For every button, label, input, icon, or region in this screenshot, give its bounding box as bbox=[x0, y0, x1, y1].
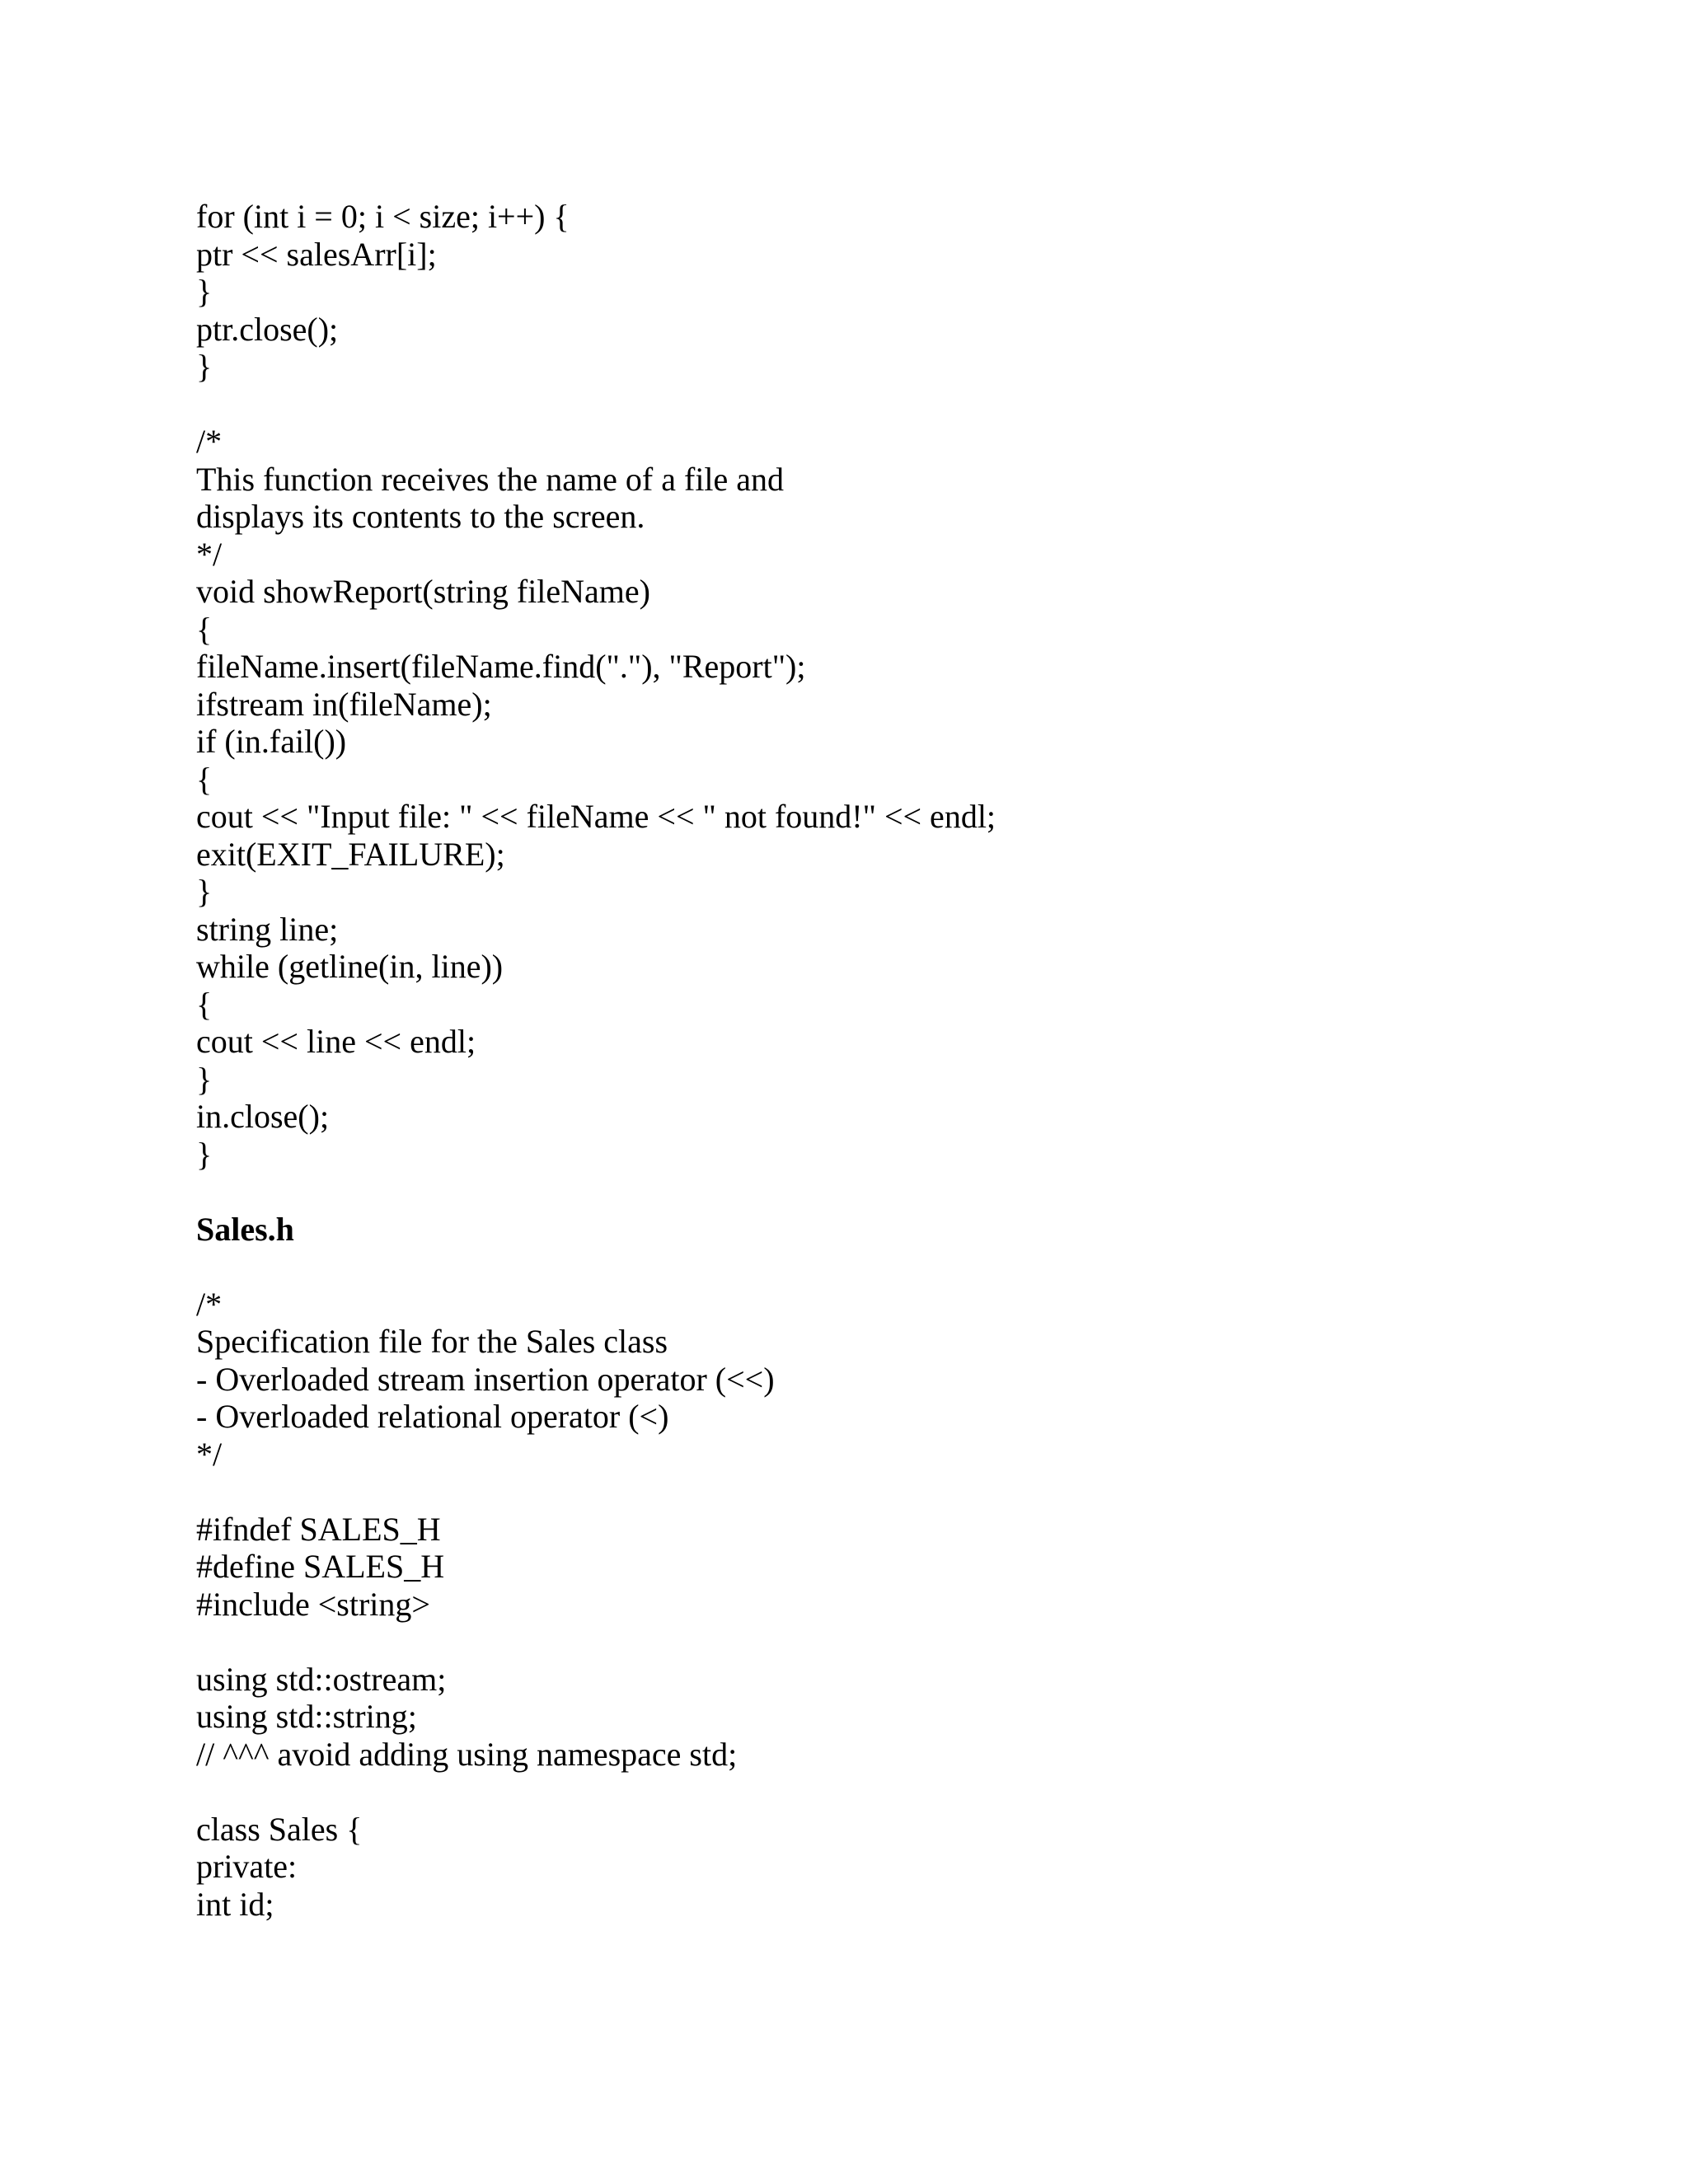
code-line: { bbox=[196, 760, 213, 798]
code-line: Specification file for the Sales class bbox=[196, 1323, 668, 1360]
blank-line bbox=[196, 1173, 1515, 1211]
blank-line bbox=[196, 386, 1515, 424]
blank-line bbox=[196, 1773, 1515, 1811]
code-line: - Overloaded stream insertion operator (<<) bbox=[196, 1360, 775, 1398]
code-line: } bbox=[196, 1135, 213, 1173]
code-line: cout << "Input file: " << fileName << " not found!" << endl; bbox=[196, 798, 996, 835]
code-line: } bbox=[196, 1060, 213, 1098]
code-line: void showReport(string fileName) bbox=[196, 573, 650, 610]
code-line: { bbox=[196, 610, 213, 648]
code-line: using std::ostream; bbox=[196, 1660, 447, 1698]
code-line: class Sales { bbox=[196, 1810, 363, 1848]
code-block-include-guard bbox=[196, 1511, 1515, 1624]
code-line: #define SALES_H bbox=[196, 1548, 445, 1585]
blank-line bbox=[196, 1623, 1515, 1661]
code-line: private: bbox=[196, 1848, 298, 1885]
code-line: } bbox=[196, 348, 213, 385]
blank-line bbox=[196, 1473, 1515, 1511]
code-block-spec-comment bbox=[196, 1286, 1515, 1474]
code-line: exit(EXIT_FAILURE); bbox=[196, 835, 505, 873]
code-line: { bbox=[196, 985, 213, 1023]
code-line: ifstream in(fileName); bbox=[196, 685, 492, 723]
code-line: /* bbox=[196, 423, 223, 460]
code-block-loop-end bbox=[196, 198, 1515, 386]
code-line: int id; bbox=[196, 1885, 274, 1923]
code-line: - Overloaded relational operator (<) bbox=[196, 1398, 669, 1435]
code-line: */ bbox=[196, 1435, 223, 1473]
code-line: cout << line << endl; bbox=[196, 1023, 476, 1060]
code-line: string line; bbox=[196, 910, 339, 948]
blank-line bbox=[196, 1248, 1515, 1286]
section-heading: Sales.h bbox=[196, 1210, 294, 1248]
code-line: ptr.close(); bbox=[196, 310, 339, 348]
code-line: /* bbox=[196, 1285, 223, 1323]
code-line: #ifndef SALES_H bbox=[196, 1510, 441, 1548]
code-line: in.close(); bbox=[196, 1098, 330, 1135]
code-line: } bbox=[196, 873, 213, 910]
code-line: while (getline(in, line)) bbox=[196, 948, 504, 985]
code-line: if (in.fail()) bbox=[196, 723, 347, 760]
code-line: displays its contents to the screen. bbox=[196, 498, 645, 535]
code-block-show-report bbox=[196, 423, 1515, 1173]
code-line: for (int i = 0; i < size; i++) { bbox=[196, 198, 570, 235]
code-line: } bbox=[196, 273, 213, 310]
code-line: ptr << salesArr[i]; bbox=[196, 235, 437, 273]
code-line: fileName.insert(fileName.find("."), "Report"); bbox=[196, 648, 806, 685]
code-block-class-sales bbox=[196, 1811, 1515, 1924]
code-line: // ^^^ avoid adding using namespace std; bbox=[196, 1735, 738, 1773]
code-line: */ bbox=[196, 535, 223, 573]
document-page bbox=[196, 198, 1515, 1923]
code-line: using std::string; bbox=[196, 1698, 417, 1735]
code-line: #include <string> bbox=[196, 1585, 430, 1623]
code-line: This function receives the name of a file and bbox=[196, 460, 785, 498]
code-block-using bbox=[196, 1661, 1515, 1774]
